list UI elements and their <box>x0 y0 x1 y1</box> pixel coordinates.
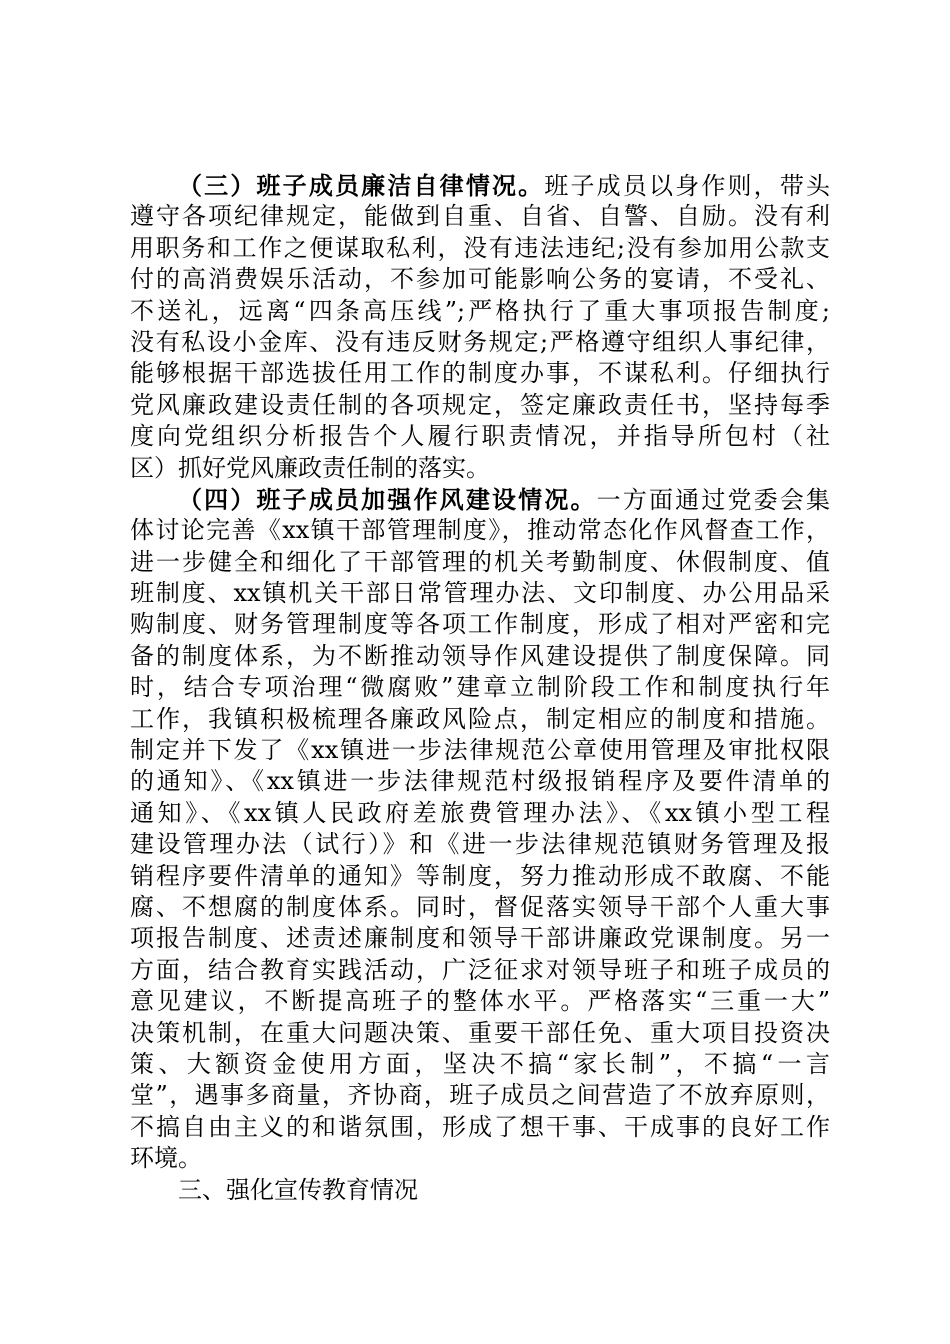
para4-line: 制定并下发了《xx镇进一步法律规范公章使用管理及审批权限 <box>130 736 830 765</box>
para4-line: 腐、不想腐的制度体系。同时，督促落实领导干部个人重大事 <box>130 892 830 921</box>
para4-line: 时，结合专项治理“微腐败”建章立制阶段工作和制度执行年 <box>130 673 830 702</box>
para4-line: 不搞自由主义的和谐氛围，形成了想干事、干成事的良好工作 <box>130 1112 830 1141</box>
para4-line: 策、大额资金使用方面，坚决不搞“家长制”，不搞“一言 <box>130 1049 830 1078</box>
para3-first-line-text: 班子成员以身作则，带头 <box>544 172 831 200</box>
para4-line: 通知》、《xx镇人民政府差旅费管理办法》、《xx镇小型工程 <box>130 798 830 827</box>
para4-line: 项报告制度、述责述廉制度和领导干部讲廉政党课制度。另一 <box>130 924 830 953</box>
para4-line: 进一步健全和细化了干部管理的机关考勤制度、休假制度、值 <box>130 547 830 576</box>
para4-line: 的通知》、《xx镇进一步法律规范村级报销程序及要件清单的 <box>130 767 830 796</box>
para4-first-line <box>130 484 830 515</box>
para4-line: 备的制度体系，为不断推动领导作风建设提供了制度保障。同 <box>130 641 830 670</box>
para4-line: 体讨论完善《xx镇干部管理制度》，推动常态化作风督查工作， <box>130 516 830 545</box>
para3-first-line <box>130 170 830 201</box>
para4-line: 销程序要件清单的通知》等制度，努力推动形成不敢腐、不能 <box>130 861 830 890</box>
para4-first-line-text: 一方面通过党委会集 <box>596 485 831 514</box>
para3-line: 没有私设小金库、没有违反财务规定;严格遵守组织人事纪律， <box>130 327 830 356</box>
para3-line: 区）抓好党风廉政责任制的落实。 <box>130 453 490 482</box>
para3-line: 党风廉政建设责任制的各项规定，签定廉政责任书，坚持每季 <box>130 390 830 419</box>
para4-line: 堂”，遇事多商量，齐协商，班子成员之间营造了不放弃原则， <box>130 1081 830 1110</box>
para4-line: 工作，我镇积极梳理各廉政风险点，制定相应的制度和措施。 <box>130 704 830 733</box>
document-body <box>130 170 830 1206</box>
para3-line: 度向党组织分析报告个人履行职责情况，并指导所包村（社 <box>130 422 830 451</box>
para3-line: 能够根据干部选拔任用工作的制度办事，不谋私利。仔细执行 <box>130 359 830 388</box>
para4-line: 意见建议，不断提高班子的整体水平。严格落实“三重一大” <box>130 987 830 1016</box>
para4-line: 方面，结合教育实践活动，广泛征求对领导班子和班子成员的 <box>130 955 830 984</box>
para4-line: 决策机制，在重大问题决策、重要干部任免、重大项目投资决 <box>130 1018 830 1047</box>
para3-line: 用职务和工作之便谋取私利，没有违法违纪;没有参加用公款支 <box>130 233 830 262</box>
para4-line: 建设管理办法（试行）》和《进一步法律规范镇财务管理及报 <box>130 830 830 859</box>
para3-line: 付的高消费娱乐活动，不参加可能影响公务的宴请，不受礼、 <box>130 265 830 294</box>
para4-heading: （四）班子成员加强作风建设情况。 <box>178 484 597 514</box>
para3-line: 不送礼，远离“四条高压线”;严格执行了重大事项报告制度; <box>130 296 830 325</box>
section-heading: 三、强化宣传教育情况 <box>178 1175 418 1204</box>
para4-line: 班制度、xx镇机关干部日常管理办法、文印制度、办公用品采 <box>130 579 830 608</box>
para3-line: 遵守各项纪律规定，能做到自重、自省、自警、自励。没有利 <box>130 202 830 231</box>
para4-line: 购制度、财务管理制度等各项工作制度，形成了相对严密和完 <box>130 610 830 639</box>
para4-line: 环境。 <box>130 1144 202 1173</box>
para3-heading: （三）班子成员廉洁自律情况。 <box>178 171 545 200</box>
